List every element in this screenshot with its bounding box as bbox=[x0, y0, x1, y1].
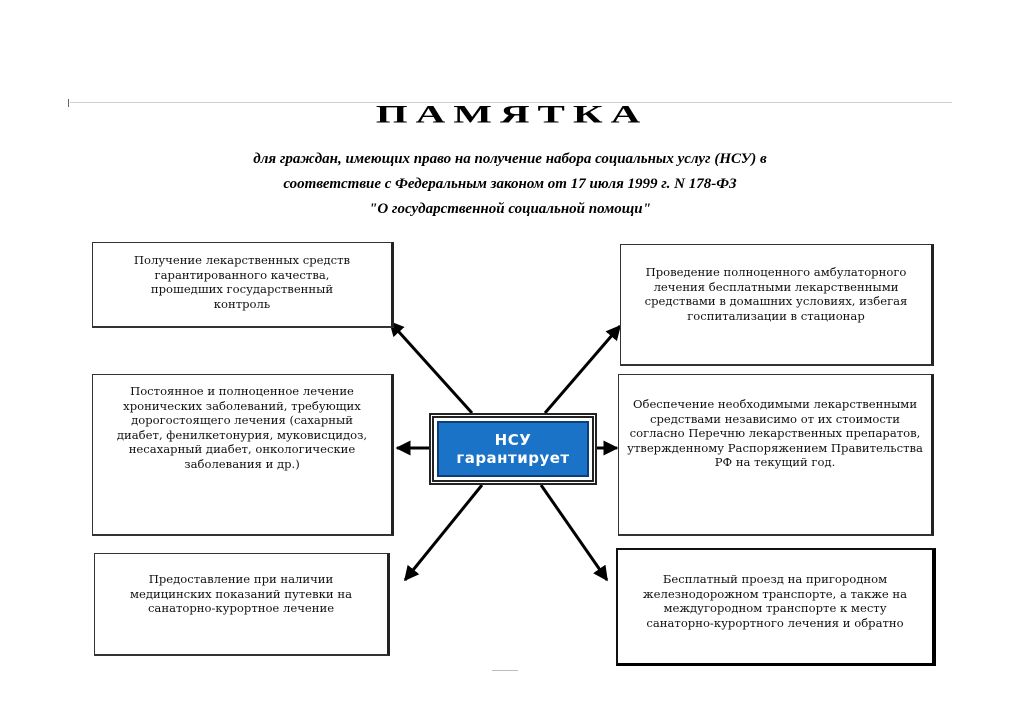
box-bottom-right-text: Бесплатный проезд на пригородном железнодорожном транспорте, а также на междугородном транспорте к месту санаторно-курортного лечения и обратно bbox=[642, 572, 908, 630]
page-mark bbox=[492, 670, 518, 671]
box-bottom-left bbox=[94, 553, 390, 656]
center-badge bbox=[429, 413, 597, 485]
box-middle-left bbox=[92, 374, 394, 536]
box-bottom-left-text: Предоставление при наличии медицинских показаний путевки на санаторно-курортное лечение bbox=[130, 572, 352, 616]
subtitle-line-3: "О государственной социальной помощи" bbox=[369, 201, 651, 217]
box-bottom-right bbox=[616, 548, 936, 666]
center-badge-line-1: НСУ bbox=[494, 431, 532, 449]
arrow-to-bottom-right bbox=[541, 485, 607, 580]
center-badge-line-2: гарантирует bbox=[456, 449, 570, 467]
box-top-right-text: Проведение полноценного амбулаторного лечения бесплатными лекарственными средствами в домашних условиях, избегая госпитализации в стационар bbox=[644, 265, 908, 323]
arrow-to-top-right bbox=[545, 326, 620, 413]
subtitle-line-2: соответствие с Федеральным законом от 17 июля 1999 г. N 178-ФЗ bbox=[283, 176, 737, 192]
box-middle-right bbox=[618, 374, 934, 536]
box-middle-left-text: Постоянное и полноценное лечение хронических заболеваний, требующих дорогостоящего лечения (сахарный диабет, фенилкетонурия, муковисцидоз, несахарный диабет, онкологические заболевания и др.) bbox=[116, 384, 368, 471]
page-title: ПАМЯТКА bbox=[375, 99, 649, 128]
arrow-to-top-left bbox=[390, 322, 472, 413]
box-top-right bbox=[620, 244, 934, 366]
box-top-left bbox=[92, 242, 394, 328]
subtitle-line-1: для граждан, имеющих право на получение набора социальных услуг (НСУ) в bbox=[253, 151, 767, 167]
box-top-left-text: Получение лекарственных средств гарантированного качества, прошедших государственный контроль bbox=[133, 253, 351, 311]
arrow-to-bottom-left bbox=[405, 485, 482, 580]
box-middle-right-text: Обеспечение необходимыми лекарственными средствами независимо от их стоимости согласно Перечню лекарственных препаратов, утвержденному Распоряжением Правительства РФ на текущий год. bbox=[627, 397, 923, 470]
